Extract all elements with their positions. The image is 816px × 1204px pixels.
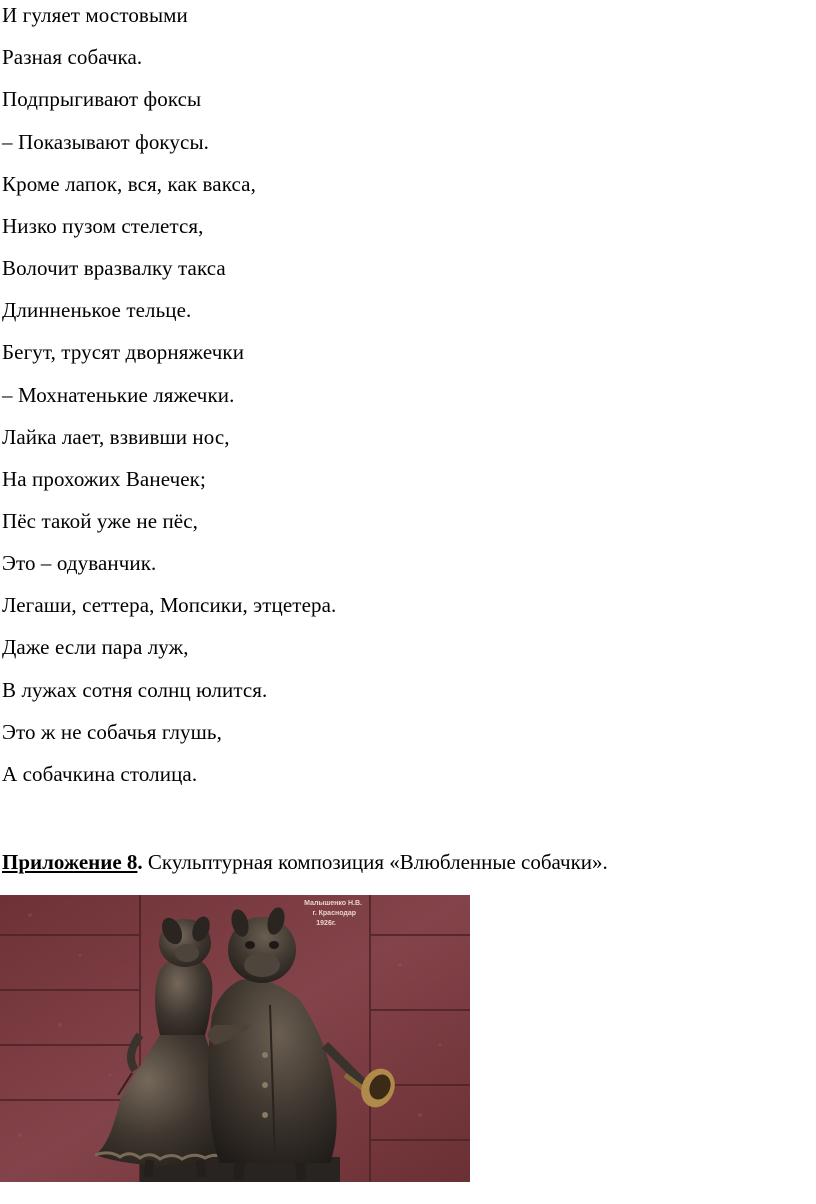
figure-caption (2, 849, 608, 875)
sculpture-photo (0, 895, 470, 1182)
poem-line: Это ж не собачья глушь, (2, 720, 222, 744)
poem-line: В лужах сотня солнц юлится. (2, 678, 268, 702)
poem-line: Длинненькое тельце. (2, 298, 192, 322)
poem-line: Даже если пара луж, (2, 635, 189, 659)
poem-line: Это – одуванчик. (2, 551, 157, 575)
plaque-line: 1926г. (316, 920, 336, 927)
poem-line: Пёс такой уже не пёс, (2, 509, 199, 533)
caption-text: Скульптурная композиция «Влюбленные собачки». (142, 850, 608, 874)
poem-line: Лайка лает, взвивши нос, (2, 425, 230, 449)
poem-line: Разная собачка. (2, 45, 143, 69)
poem-line: Кроме лапок, вся, как вакса, (2, 172, 256, 196)
appendix-label-period: . (137, 850, 143, 874)
poem-line: Бегут, трусят дворняжечки (2, 340, 245, 364)
poem-line: Подпрыгивают фоксы (2, 87, 202, 111)
poem-line: Легаши, сеттера, Мопсики, этцетера. (2, 593, 337, 617)
plaque-line: Малышенко Н.В. (304, 900, 362, 907)
poem-line: – Мохнатенькие ляжечки. (2, 383, 235, 407)
plaque-line: г. Краснодар (312, 910, 356, 917)
appendix-label: Приложение 8 (2, 850, 138, 874)
poem-line: Низко пузом стелется, (2, 214, 204, 238)
poem-line: И гуляет мостовыми (2, 3, 188, 27)
poem-line: – Показывают фокусы. (2, 130, 210, 154)
poem-line: Волочит вразвалку такса (2, 256, 226, 280)
poem-line: А собачкина столица. (2, 762, 198, 786)
poem-line: На прохожих Ванечек; (2, 467, 206, 491)
